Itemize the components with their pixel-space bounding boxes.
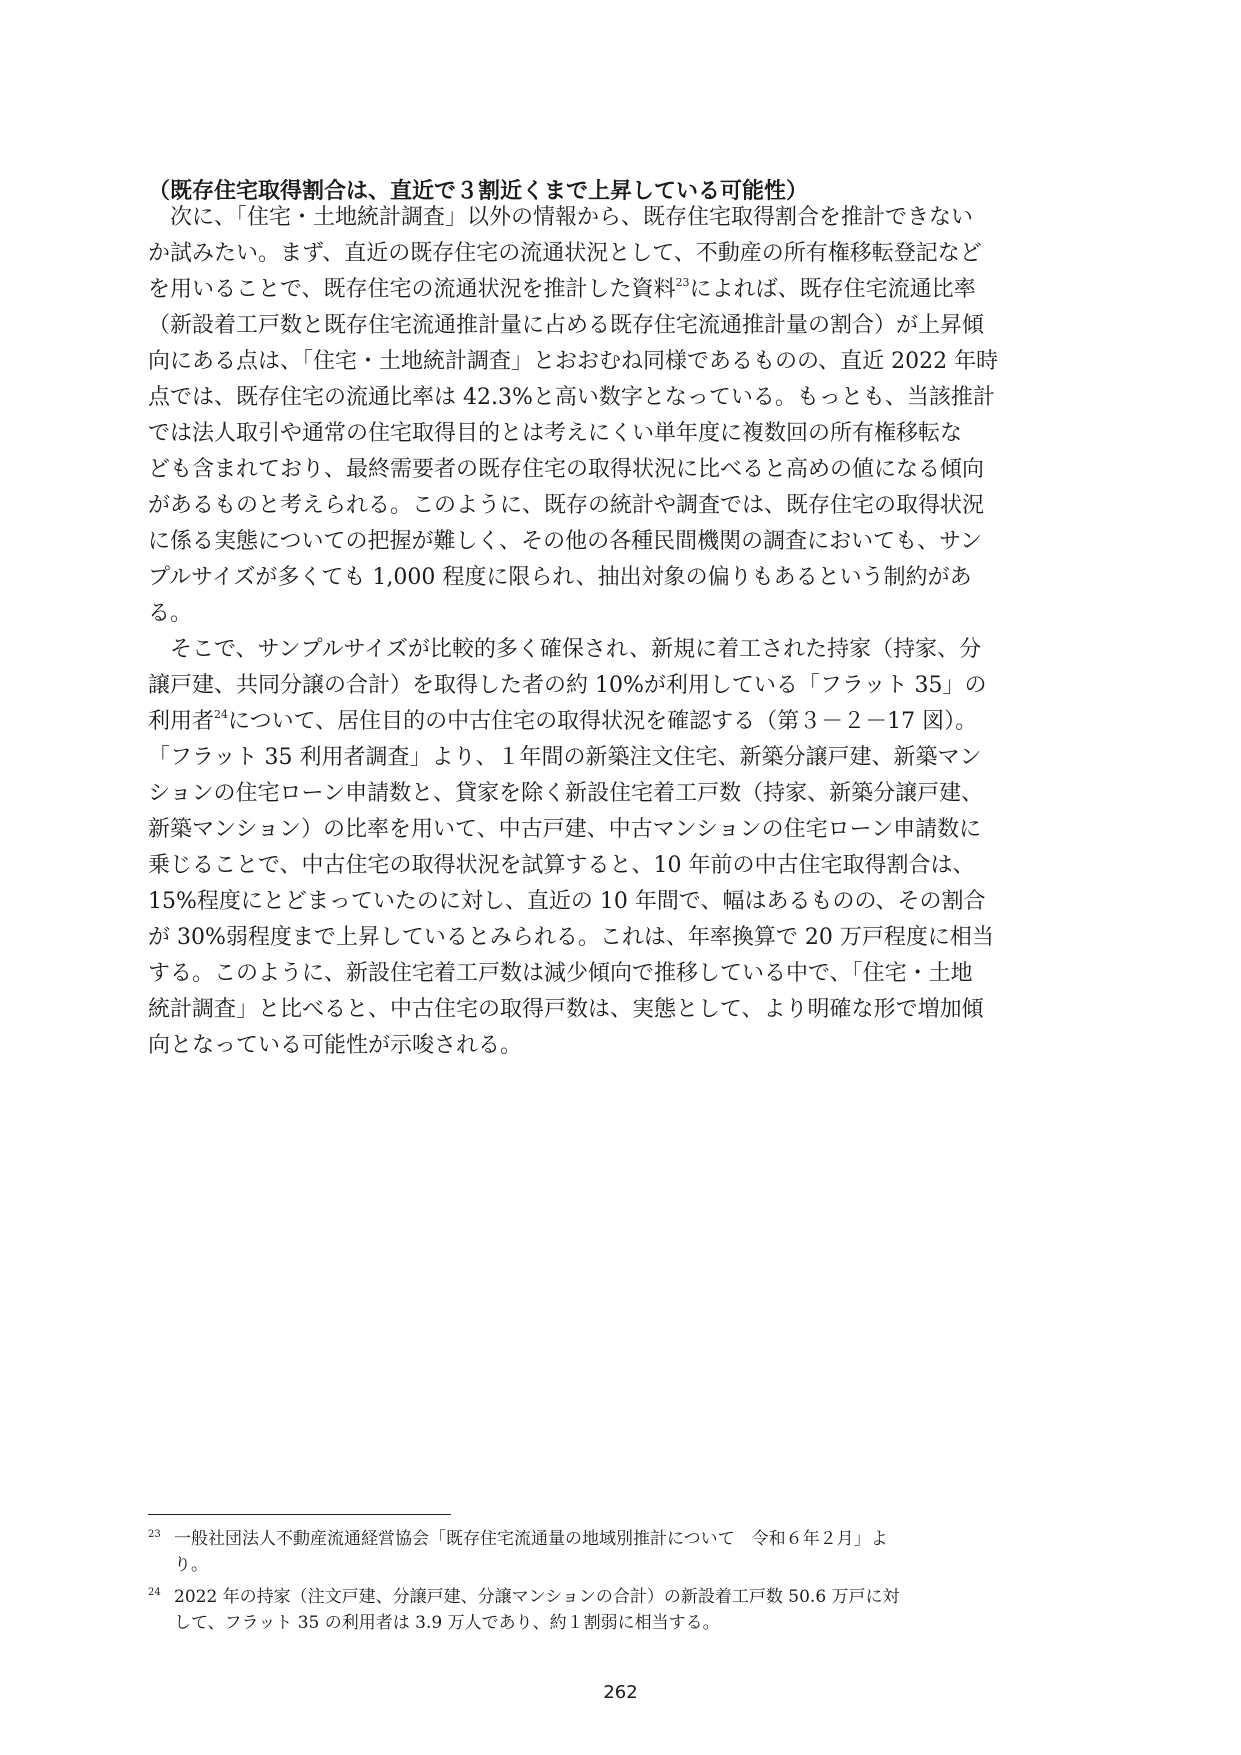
footnote-ref-24[interactable]: 24 <box>214 707 229 721</box>
page-number: 262 <box>603 1682 638 1703</box>
text-line: ども含まれており、最終需要者の既存住宅の取得状況に比べると高めの値になる傾向 <box>148 457 985 482</box>
text-line: 乗じることで、中古住宅の取得状況を試算すると、10 年前の中古住宅取得割合は、 <box>148 853 975 878</box>
section-heading: （既存住宅取得割合は、直近で３割近くまで上昇している可能性） <box>148 179 809 204</box>
text-line: そこで、サンプルサイズが比較的多く確保され、新規に着工された持家（持家、分 <box>148 637 982 662</box>
text-line: 利用者$^{24}$について、居住目的の中古住宅の取得状況を確認する（第３－２－17 図）。 <box>148 707 978 734</box>
text-line: 向にある点は、「住宅・土地統計調査」とおおむね同様であるものの、直近 2022 年時 <box>148 349 999 374</box>
text-line: が 30%弱程度まで上昇しているとみられる。これは、年率換算で 20 万戸程度に相当 <box>148 925 994 950</box>
footnote-divider <box>148 1514 451 1515</box>
footnote-number: 24 <box>148 1587 161 1598</box>
text-line: に係る実態についての把握が難しく、その他の各種民間機関の調査においても、サン <box>148 529 983 554</box>
footnote-text: 一般社団法人不動産流通経営協会「既存住宅流通量の地域別推計について 令和６年２月」よ り。 <box>174 1529 888 1575</box>
text-line: 統計調査」と比べると、中古住宅の取得戸数は、実態として、より明確な形で増加傾 <box>148 997 984 1022</box>
footnote-number: 23 <box>148 1529 161 1540</box>
text-line: 新築マンション）の比率を用いて、中古戸建、中古マンションの住宅ローン申請数に <box>148 817 982 842</box>
text-line: 向となっている可能性が示唆される。 <box>148 1033 523 1058</box>
text-line: を用いることで、既存住宅の流通状況を推計した資料$^{23}$によれば、既存住宅流通比率 <box>148 275 976 302</box>
text-line: 譲戸建、共同分譲の合計）を取得した者の約 10%が利用している「フラット 35」の <box>148 673 987 698</box>
text-line: 点では、既存住宅の流通比率は 42.3%と高い数字となっている。もっとも、当該推計 <box>148 385 995 410</box>
text-line: 15%程度にとどまっていたのに対し、直近の 10 年間で、幅はあるものの、その割合 <box>148 889 986 914</box>
footnote-text: 2022 年の持家（注文戸建、分譲戸建、分譲マンションの合計）の新設着工戸数 50.6 万戸に対 して、フラット 35 の利用者は 3.9 万人であり、約１割弱に相当する。 <box>174 1587 900 1633</box>
footnote-24 <box>148 1584 1098 1636</box>
text-line: （新設着工戸数と既存住宅流通推計量に占める既存住宅流通推計量の割合）が上昇傾 <box>148 313 985 338</box>
text-line: する。このように、新設住宅着工戸数は減少傾向で推移している中で、「住宅・土地 <box>148 961 973 986</box>
text-line: 「フラット 35 利用者調査」より、１年間の新築注文住宅、新築分譲戸建、新築マン <box>148 745 982 770</box>
text-line: プルサイズが多くても 1,000 程度に限られ、抽出対象の偏りもあるという制約があ <box>148 565 972 590</box>
text-line: 次に、「住宅・土地統計調査」以外の情報から、既存住宅取得割合を推計できない <box>148 205 974 230</box>
text-line: ションの住宅ローン申請数と、貸家を除く新設住宅着工戸数（持家、新築分譲戸建、 <box>148 781 984 806</box>
text-line: る。 <box>148 601 193 626</box>
text-line: があるものと考えられる。このように、既存の統計や調査では、既存住宅の取得状況 <box>148 493 985 518</box>
text-line: では法人取引や通常の住宅取得目的とは考えにくい単年度に複数回の所有権移転な <box>148 421 963 446</box>
text-line: か試みたい。まず、直近の既存住宅の流通状況として、不動産の所有権移転登記など <box>148 241 982 266</box>
footnote-23 <box>148 1526 1098 1578</box>
footnote-ref-23[interactable]: 23 <box>675 275 690 289</box>
